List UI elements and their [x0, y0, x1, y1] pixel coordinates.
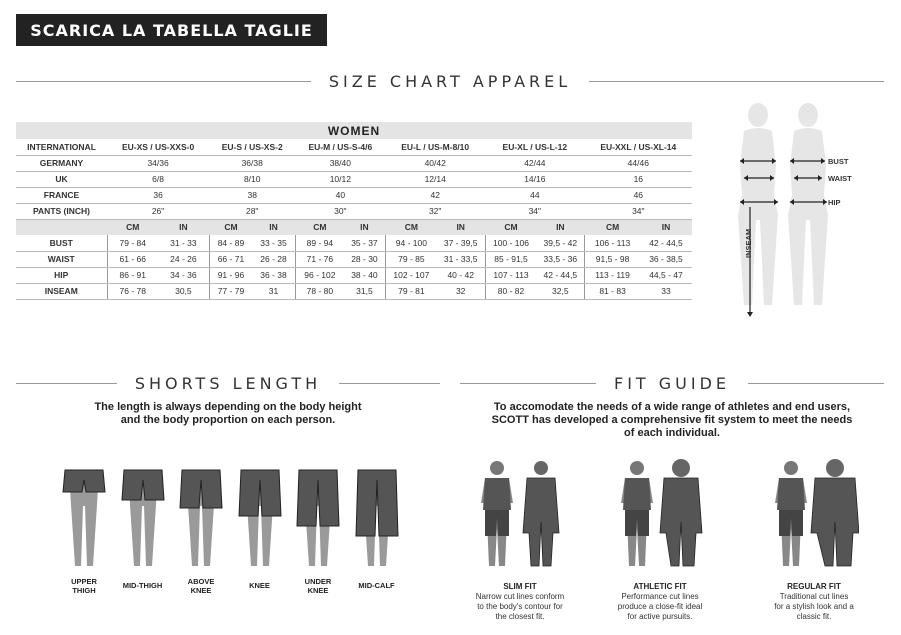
row-label: FRANCE — [16, 187, 107, 203]
in-value: 33,5 - 36 — [537, 251, 585, 267]
cm-value: 86 - 91 — [107, 267, 158, 283]
table-row — [16, 203, 692, 219]
measurement-row — [16, 251, 692, 267]
size-cell: 44/46 — [585, 155, 692, 171]
fit-description — [590, 592, 730, 622]
fit-name: SLIM FIT — [503, 582, 537, 591]
in-value: 39,5 - 42 — [537, 235, 585, 251]
label-line: UNDER — [304, 577, 332, 586]
shorts-length-label — [54, 577, 114, 595]
size-chart-title: SIZE CHART APPAREL — [328, 72, 572, 91]
shorts-description-line: The length is always depending on the body height — [94, 401, 362, 413]
cm-value: 84 - 89 — [209, 235, 252, 251]
unit-cm: CM — [107, 219, 158, 235]
shorts-length-label — [288, 577, 348, 595]
fit-figure — [475, 458, 565, 570]
size-cell: EU-XXL / US-XL-14 — [585, 139, 692, 155]
fit-description — [450, 592, 590, 622]
divider — [339, 383, 440, 384]
cm-value: 94 - 100 — [385, 235, 436, 251]
in-value: 31 - 33,5 — [437, 251, 485, 267]
size-chart-heading — [16, 72, 884, 91]
fit-description-line: for active pursuits. — [627, 612, 693, 621]
size-cell: 6/8 — [107, 171, 209, 187]
unit-cm: CM — [485, 219, 536, 235]
size-cell: 38 — [209, 187, 295, 203]
size-cell: 34/36 — [107, 155, 209, 171]
fit-description-line: classic fit. — [796, 612, 832, 621]
in-value: 32 — [437, 283, 485, 299]
waist-label: WAIST — [828, 174, 852, 183]
row-label: PANTS (INCH) — [16, 203, 107, 219]
unit-cm: CM — [385, 219, 436, 235]
fit-description-line: Traditional cut lines — [779, 592, 849, 601]
label-line: KNEE — [307, 586, 329, 595]
in-value: 28 - 30 — [344, 251, 385, 267]
size-cell: EU-XL / US-L-12 — [485, 139, 585, 155]
cm-value: 79 - 84 — [107, 235, 158, 251]
row-label: BUST — [16, 235, 107, 251]
label-line: THIGH — [72, 586, 96, 595]
in-value: 44,5 - 47 — [640, 267, 692, 283]
fit-name: REGULAR FIT — [787, 582, 841, 591]
unit-in: IN — [537, 219, 585, 235]
size-cell: 28" — [209, 203, 295, 219]
size-cell: 32" — [385, 203, 485, 219]
divider — [16, 81, 311, 82]
row-label: HIP — [16, 267, 107, 283]
row-label: INTERNATIONAL — [16, 139, 107, 155]
size-cell: 12/14 — [385, 171, 485, 187]
shorts-length-heading — [16, 374, 440, 393]
cm-value: 89 - 94 — [295, 235, 344, 251]
size-table — [16, 122, 692, 300]
unit-in: IN — [344, 219, 385, 235]
cm-value: 85 - 91,5 — [485, 251, 536, 267]
measurement-row — [16, 267, 692, 283]
size-cell: 40/42 — [385, 155, 485, 171]
shorts-description-line: and the body proportion on each person. — [120, 414, 336, 426]
fit-figure — [615, 458, 705, 570]
label-line: MID-THIGH — [122, 581, 163, 590]
fit-description-line: the closest fit. — [495, 612, 545, 621]
fit-description-line: of each individual. — [624, 427, 720, 439]
in-value: 37 - 39,5 — [437, 235, 485, 251]
size-cell: 36/38 — [209, 155, 295, 171]
hip-label: HIP — [828, 198, 841, 207]
size-cell: EU-XS / US-XXS-0 — [107, 139, 209, 155]
fit-description-line: produce a close-fit ideal — [617, 602, 703, 611]
in-value: 38 - 40 — [344, 267, 385, 283]
unit-cm: CM — [585, 219, 640, 235]
women-title: WOMEN — [16, 122, 692, 139]
table-row — [16, 171, 692, 187]
size-cell: 30" — [295, 203, 385, 219]
in-value: 31 - 33 — [158, 235, 209, 251]
unit-in: IN — [640, 219, 692, 235]
fit-description-line: Narrow cut lines conform — [475, 592, 565, 601]
cm-value: 79 - 81 — [385, 283, 436, 299]
fit-description-line: SCOTT has developed a comprehensive fit system to meet the needs — [491, 414, 853, 426]
size-cell: 42/44 — [485, 155, 585, 171]
divider — [460, 383, 596, 384]
fit-guide-heading — [460, 374, 884, 393]
cm-value: 81 - 83 — [585, 283, 640, 299]
label-line: ABOVE — [187, 577, 215, 586]
cm-value: 79 - 85 — [385, 251, 436, 267]
bust-label: BUST — [828, 157, 849, 166]
fit-guide-title: FIT GUIDE — [613, 374, 731, 393]
cm-value: 77 - 79 — [209, 283, 252, 299]
cm-value: 91,5 - 98 — [585, 251, 640, 267]
in-value: 31,5 — [344, 283, 385, 299]
shorts-length-figure — [293, 466, 343, 566]
measurement-row — [16, 235, 692, 251]
cm-value: 91 - 96 — [209, 267, 252, 283]
divider — [589, 81, 884, 82]
international-row — [16, 139, 692, 155]
cm-value: 102 - 107 — [385, 267, 436, 283]
shorts-length-figure — [118, 466, 168, 566]
cm-value: 106 - 113 — [585, 235, 640, 251]
size-cell: 36 — [107, 187, 209, 203]
in-value: 26 - 28 — [252, 251, 295, 267]
size-cell: 40 — [295, 187, 385, 203]
label-line: KNEE — [190, 586, 212, 595]
in-value: 40 - 42 — [437, 267, 485, 283]
cm-value: 100 - 106 — [485, 235, 536, 251]
download-size-chart-button[interactable]: SCARICA LA TABELLA TAGLIE — [16, 14, 327, 46]
in-value: 34 - 36 — [158, 267, 209, 283]
fit-description-line: Performance cut lines — [621, 592, 699, 601]
shorts-length-figure — [352, 466, 402, 566]
row-label: UK — [16, 171, 107, 187]
shorts-length-figure — [176, 466, 226, 566]
size-cell: 44 — [485, 187, 585, 203]
shorts-description — [16, 401, 440, 427]
fit-description-line: for a stylish look and a — [774, 602, 854, 611]
unit-in: IN — [252, 219, 295, 235]
label-line: MID-CALF — [358, 581, 395, 590]
size-cell: EU-S / US-XS-2 — [209, 139, 295, 155]
size-cell: 34" — [485, 203, 585, 219]
fit-description-line: to the body's contour for — [477, 602, 563, 611]
cm-value: 76 - 78 — [107, 283, 158, 299]
in-value: 30,5 — [158, 283, 209, 299]
fit-description-line: To accomodate the needs of a wide range of athletes and end users, — [493, 401, 851, 413]
row-label: INSEAM — [16, 283, 107, 299]
label-line: KNEE — [249, 581, 270, 590]
cm-value: 61 - 66 — [107, 251, 158, 267]
in-value: 31 — [252, 283, 295, 299]
shorts-length-label — [171, 577, 231, 595]
cm-value: 66 - 71 — [209, 251, 252, 267]
in-value: 33 - 35 — [252, 235, 295, 251]
row-label: WAIST — [16, 251, 107, 267]
table-row — [16, 155, 692, 171]
shorts-length-label — [347, 581, 407, 590]
cm-value: 113 - 119 — [585, 267, 640, 283]
divider — [16, 383, 117, 384]
size-cell: 26" — [107, 203, 209, 219]
in-value: 35 - 37 — [344, 235, 385, 251]
table-row — [16, 187, 692, 203]
in-value: 32,5 — [537, 283, 585, 299]
empty-cell — [16, 219, 107, 235]
cm-value: 96 - 102 — [295, 267, 344, 283]
in-value: 24 - 26 — [158, 251, 209, 267]
size-cell: EU-M / US-S-4/6 — [295, 139, 385, 155]
size-cell: 42 — [385, 187, 485, 203]
size-cell: 10/12 — [295, 171, 385, 187]
unit-in: IN — [437, 219, 485, 235]
cm-value: 107 - 113 — [485, 267, 536, 283]
size-cell: 34" — [585, 203, 692, 219]
cm-value: 78 - 80 — [295, 283, 344, 299]
unit-cm: CM — [295, 219, 344, 235]
size-cell: 8/10 — [209, 171, 295, 187]
units-row — [16, 219, 692, 235]
women-header-row — [16, 122, 692, 139]
fit-description — [744, 592, 884, 622]
size-cell: EU-L / US-M-8/10 — [385, 139, 485, 155]
cm-value: 71 - 76 — [295, 251, 344, 267]
size-cell: 38/40 — [295, 155, 385, 171]
in-value: 42 - 44,5 — [537, 267, 585, 283]
shorts-length-figure — [59, 466, 109, 566]
row-label: GERMANY — [16, 155, 107, 171]
in-value: 33 — [640, 283, 692, 299]
fit-figure — [769, 458, 859, 570]
shorts-length-label — [230, 581, 290, 590]
inseam-label: INSEAM — [744, 228, 753, 258]
in-value: 42 - 44,5 — [640, 235, 692, 251]
body-measurement-figure — [730, 95, 890, 325]
fit-name: ATHLETIC FIT — [633, 582, 687, 591]
divider — [748, 383, 884, 384]
size-cell: 16 — [585, 171, 692, 187]
cm-value: 80 - 82 — [485, 283, 536, 299]
unit-in: IN — [158, 219, 209, 235]
measurement-row — [16, 283, 692, 299]
shorts-length-figure — [235, 466, 285, 566]
shorts-length-label — [113, 581, 173, 590]
label-line: UPPER — [71, 577, 97, 586]
size-cell: 14/16 — [485, 171, 585, 187]
in-value: 36 - 38,5 — [640, 251, 692, 267]
shorts-length-title: SHORTS LENGTH — [134, 374, 322, 393]
fit-guide-description — [460, 401, 884, 440]
in-value: 36 - 38 — [252, 267, 295, 283]
unit-cm: CM — [209, 219, 252, 235]
size-cell: 46 — [585, 187, 692, 203]
